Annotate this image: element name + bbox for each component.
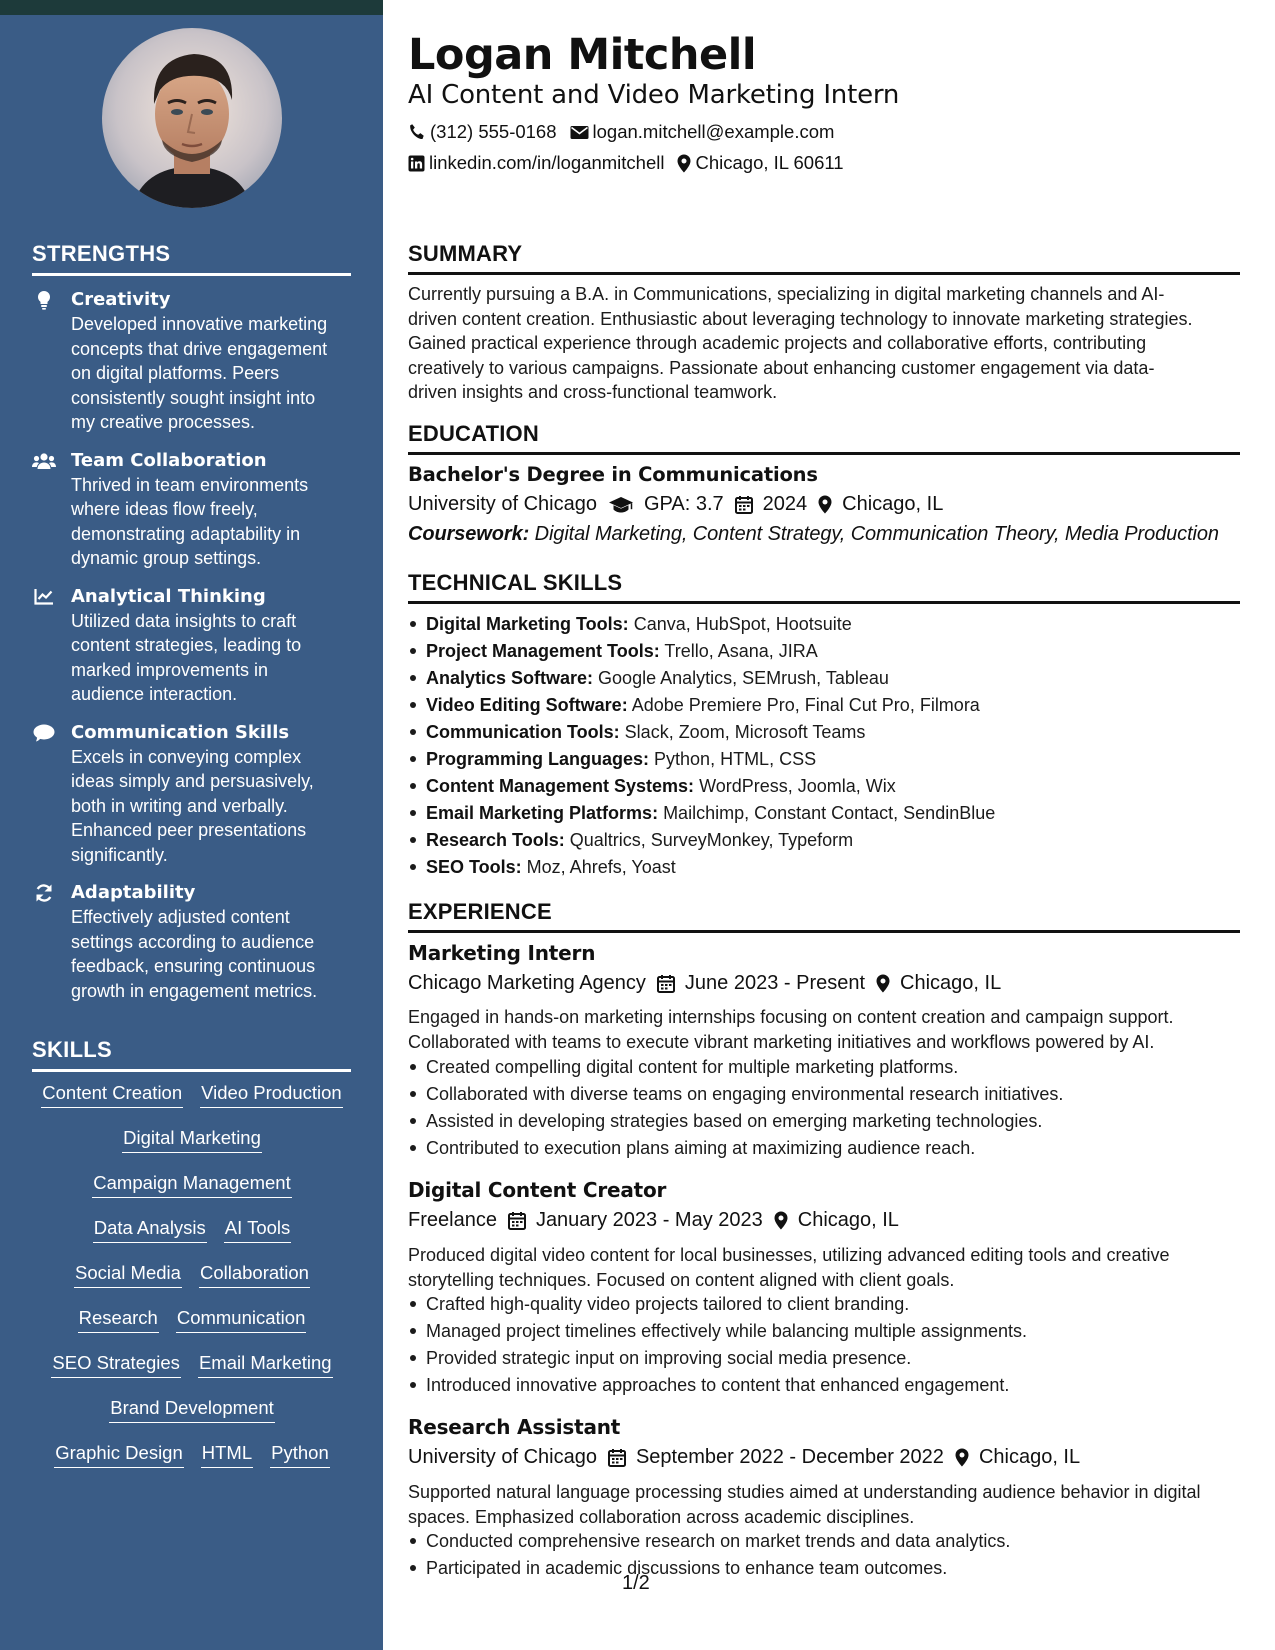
job-description: Produced digital video content for local businesses, utilizing advanced editing tools and creative storytelling techniques. Focused on content aligned with client goals.	[408, 1245, 1170, 1290]
list-item: Programming Languages: Python, HTML, CSS	[426, 746, 1240, 773]
degree-title: Bachelor's Degree in Communications	[408, 463, 818, 486]
technical-skills-heading: TECHNICAL SKILLS	[408, 570, 1240, 604]
list-item: Contributed to execution plans aiming at maximizing audience reach.	[426, 1135, 1240, 1162]
list-item: Digital Marketing Tools: Canva, HubSpot, Hootsuite	[426, 611, 1240, 638]
strength-item	[32, 881, 352, 1003]
list-item: Crafted high-quality video projects tailored to client branding.	[426, 1291, 1240, 1318]
skill-tag: Video Production	[200, 1082, 343, 1108]
job-meta	[408, 1209, 899, 1232]
sidebar-top-band	[0, 0, 383, 15]
list-item: Communication Tools: Slack, Zoom, Microsoft Teams	[426, 719, 1240, 746]
education-meta	[408, 493, 943, 516]
list-item: Analytics Software: Google Analytics, SEMrush, Tableau	[426, 665, 1240, 692]
strengths-heading: STRENGTHS	[32, 241, 351, 276]
linkedin-link[interactable]: linkedin.com/in/loganmitchell	[429, 152, 665, 173]
strength-item	[32, 585, 352, 707]
education-heading: EDUCATION	[408, 421, 1240, 455]
list-item: Content Management Systems: WordPress, Joomla, Wix	[426, 773, 1240, 800]
strength-description: Thrived in team environments where ideas flow freely, demonstrating adaptability in dynamic group settings.	[71, 474, 309, 568]
job-location: Chicago, IL	[900, 972, 1002, 994]
skill-tag: HTML	[201, 1442, 253, 1468]
strength-description: Utilized data insights to craft content strategies, leading to marked improvements in audience interaction.	[71, 610, 302, 704]
summary-heading: SUMMARY	[408, 241, 1240, 275]
skill-tag: Digital Marketing	[122, 1127, 262, 1153]
list-item: Conducted comprehensive research on market trends and data analytics.	[426, 1528, 1240, 1555]
location-pin-icon	[955, 1448, 969, 1467]
refresh-icon	[32, 883, 56, 903]
job-dates: September 2022 - December 2022	[635, 1446, 944, 1468]
skill-tag: Email Marketing	[198, 1352, 333, 1378]
skills-tag-cloud	[32, 1082, 352, 1487]
job-meta	[408, 1446, 1080, 1469]
list-item: Video Editing Software: Adobe Premiere Pro, Final Cut Pro, Filmora	[426, 692, 1240, 719]
page-number: 1/2	[622, 1572, 650, 1594]
strengths-list	[32, 288, 352, 1017]
gpa: GPA: 3.7	[643, 493, 724, 515]
graduation-year: 2024	[762, 493, 808, 515]
company-name: University of Chicago	[408, 1446, 597, 1468]
coursework: Coursework: Digital Marketing, Content Strategy, Communication Theory, Media Production	[408, 523, 1219, 545]
strength-item	[32, 288, 352, 435]
list-item: Introduced innovative approaches to content that enhanced engagement.	[426, 1372, 1240, 1399]
job-bullets	[426, 1054, 1240, 1162]
phone-number[interactable]: (312) 555-0168	[430, 121, 557, 142]
job-location: Chicago, IL	[797, 1209, 899, 1231]
strength-description: Developed innovative marketing concepts that drive engagement on digital platforms. Peers consistently sought insight into my creative processes.	[71, 314, 328, 432]
list-item: Provided strategic input on improving social media presence.	[426, 1345, 1240, 1372]
skill-tag: Communication	[176, 1307, 307, 1333]
job-dates: June 2023 - Present	[684, 972, 866, 994]
skill-tag: Social Media	[74, 1262, 182, 1288]
job-meta	[408, 972, 1001, 995]
job-bullets	[426, 1291, 1240, 1399]
list-item: Project Management Tools: Trello, Asana, JIRA	[426, 638, 1240, 665]
experience-heading: EXPERIENCE	[408, 899, 1240, 933]
skill-tag: Collaboration	[199, 1262, 310, 1288]
speech-bubble-icon	[32, 723, 56, 743]
list-item: Research Tools: Qualtrics, SurveyMonkey, Typeform	[426, 827, 1240, 854]
avatar	[102, 28, 282, 208]
strength-description: Effectively adjusted content settings according to audience feedback, ensuring continuous growth in engagement metrics.	[71, 907, 318, 1001]
strength-title: Adaptability	[71, 882, 196, 903]
list-item: Assisted in developing strategies based on emerging marketing technologies.	[426, 1108, 1240, 1135]
sidebar	[0, 0, 383, 1650]
strength-item	[32, 721, 352, 868]
school-location: Chicago, IL	[842, 493, 944, 515]
job-title: Research Assistant	[408, 1415, 621, 1439]
job-title: Digital Content Creator	[408, 1178, 667, 1202]
envelope-icon	[570, 125, 589, 140]
skill-tag: AI Tools	[224, 1217, 291, 1243]
email-link[interactable]: logan.mitchell@example.com	[592, 121, 835, 142]
contact-row-1	[408, 121, 834, 143]
summary-text: Currently pursuing a B.A. in Communications, specializing in digital marketing channels and AI- driven content creation. Enthusiastic about leveraging technology to innovate marketing strategies. Gained practical experience through academic projects and collaborative efforts, contributing creatively to various campaigns. Passionate about enhancing customer engagement via data- driven insights and cross-functional teamwork.	[408, 284, 1193, 402]
lightbulb-icon	[32, 290, 56, 310]
technical-skills-list	[426, 611, 1240, 881]
list-item: Collaborated with diverse teams on engaging environmental research initiatives.	[426, 1081, 1240, 1108]
skill-tag: Python	[270, 1442, 330, 1468]
skill-tag: Content Creation	[41, 1082, 183, 1108]
strength-title: Analytical Thinking	[71, 585, 266, 607]
strength-title: Team Collaboration	[71, 449, 267, 471]
skill-tag: Data Analysis	[93, 1217, 207, 1243]
list-item: Created compelling digital content for multiple marketing platforms.	[426, 1054, 1240, 1081]
list-item: Email Marketing Platforms: Mailchimp, Constant Contact, SendinBlue	[426, 800, 1240, 827]
linkedin-icon	[408, 155, 425, 172]
contact-row-2	[408, 152, 844, 174]
job-bullets	[426, 1528, 1240, 1582]
company-name: Freelance	[408, 1209, 497, 1231]
phone-icon	[408, 123, 426, 141]
skill-tag: Campaign Management	[92, 1172, 291, 1198]
strength-description: Excels in conveying complex ideas simply and persuasively, both in writing and verbally. Enhanced peer presentations significantly.	[71, 746, 314, 865]
skill-tag: SEO Strategies	[51, 1352, 181, 1378]
candidate-name: Logan Mitchell	[408, 30, 757, 80]
job-description: Supported natural language processing studies aimed at understanding audience behavior in digital spaces. Emphasized collaboration across academic disciplines.	[408, 1482, 1201, 1527]
location-text: Chicago, IL 60611	[695, 152, 844, 173]
chart-line-icon	[32, 587, 56, 607]
list-item: Managed project timelines effectively while balancing multiple assignments.	[426, 1318, 1240, 1345]
strength-title: Communication Skills	[71, 721, 290, 743]
job-dates: January 2023 - May 2023	[535, 1209, 763, 1231]
school-name: University of Chicago	[408, 493, 597, 515]
skills-heading: SKILLS	[32, 1037, 351, 1072]
location-pin-icon	[818, 495, 832, 514]
job-title: Marketing Intern	[408, 941, 596, 965]
candidate-role: AI Content and Video Marketing Intern	[408, 80, 900, 110]
location-pin-icon	[876, 974, 890, 993]
skill-tag: Graphic Design	[54, 1442, 184, 1468]
job-description: Engaged in hands-on marketing internships focusing on content creation and campaign support. Collaborated with teams to execute vibrant marketing initiatives and workflows powered by AI.	[408, 1007, 1174, 1052]
calendar-icon	[735, 495, 753, 514]
list-item: Participated in academic discussions to enhance team outcomes.	[426, 1555, 1240, 1582]
list-item: SEO Tools: Moz, Ahrefs, Yoast	[426, 854, 1240, 881]
calendar-icon	[657, 974, 675, 993]
location-pin-icon	[677, 154, 691, 173]
strength-item	[32, 449, 352, 571]
location-pin-icon	[774, 1211, 788, 1230]
graduation-cap-icon	[608, 496, 634, 514]
company-name: Chicago Marketing Agency	[408, 972, 646, 994]
calendar-icon	[608, 1448, 626, 1467]
strength-title: Creativity	[71, 289, 171, 310]
calendar-icon	[508, 1211, 526, 1230]
job-location: Chicago, IL	[978, 1446, 1081, 1468]
skill-tag: Brand Development	[109, 1397, 275, 1423]
skill-tag: Research	[78, 1307, 159, 1333]
users-icon	[32, 451, 56, 471]
